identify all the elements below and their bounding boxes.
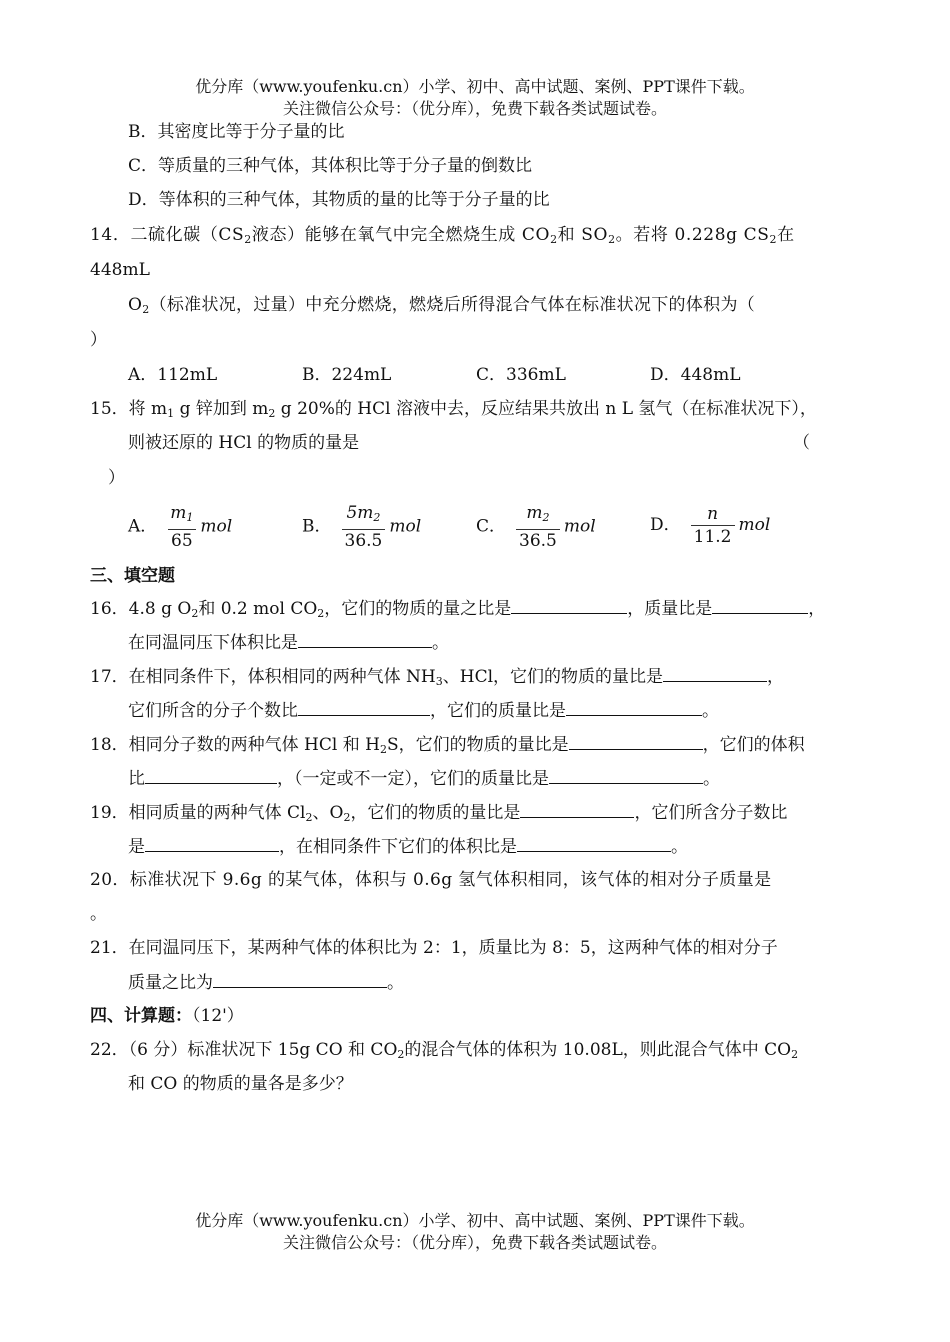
q14-option-b: B．224mL — [302, 365, 392, 385]
q17-blank-2[interactable] — [298, 699, 430, 716]
q19-line-2: 是 ，在相同条件下它们的体积比是 。 — [128, 837, 688, 857]
page-header-line-1: 优分库（www.youfenku.cn）小学、初中、高中试题、案例、PPT课件下载。 — [195, 77, 755, 96]
q15-option-c: C． $\frac{m_2}{36.5}$ mol — [476, 503, 596, 551]
q16-line-2: 在同温同压下体积比是 。 — [128, 633, 449, 653]
q18-line-2: 比 ，（一定或不一定），它们的质量比是 。 — [128, 769, 720, 789]
q20-line-1: 20．标准状况下 9.6g 的某气体，体积与 0.6g 氢气体积相同，该气体的相对分子质量是 — [90, 870, 772, 890]
q21-line-2: 质量之比为 。 — [128, 973, 404, 993]
q15-option-b: B． $\frac{5m_2}{36.5}$ mol — [302, 503, 422, 551]
section-4-title: 四、计算题：（12'） — [90, 1006, 244, 1026]
q14-line-1: 14．二硫化碳（$CS_2$液态）能够在氧气中完全燃烧生成 $CO_2$和 $SO_2$。若将 0.228g $CS_2$在 — [90, 225, 795, 246]
q22-line-2: 和 CO 的物质的量各是多少？ — [128, 1074, 353, 1094]
q19-blank-2[interactable] — [145, 835, 279, 852]
fraction-d: $\frac{n}{11.2}$ — [691, 503, 735, 548]
fraction-b: $\frac{5m_2}{36.5}$ — [342, 502, 386, 552]
q13-option-b: B．其密度比等于分子量的比 — [128, 122, 345, 142]
q18-blank-2[interactable] — [145, 767, 277, 784]
q17-blank-3[interactable] — [566, 699, 702, 716]
q13-option-c: C．等质量的三种气体，其体积比等于分子量的倒数比 — [128, 156, 533, 176]
q14-option-a: A．112mL — [128, 365, 218, 385]
q13-option-d: D．等体积的三种气体，其物质的量的比等于分子量的比 — [128, 190, 550, 210]
q22-number: 22． — [90, 1040, 129, 1060]
q14-number: 14． — [90, 225, 131, 245]
q17-line-1: 17．在相同条件下，体积相同的两种气体 $NH_3$、HCl，它们的物质的量比是 ， — [90, 667, 785, 688]
q22-line-1: 22．（6 分）标准状况下 15g CO 和 $CO_2$的混合气体的体积为 10.08L，则此混合气体中 $CO_2$ — [90, 1040, 799, 1061]
q19-line-1: 19．相同质量的两种气体 $Cl_2$、$O_2$，它们的物质的量比是 ，它们所含分子数比 — [90, 803, 788, 824]
q14-line-4: ） — [90, 330, 107, 350]
q16-number: 16． — [90, 599, 129, 619]
q16-line-1: 16．4.8 g $O_2$和 0.2 mol $CO_2$，它们的物质的量之比是 ，质量比是 ， — [90, 599, 826, 620]
section-3-title: 三、填空题 — [90, 566, 175, 586]
q19-blank-3[interactable] — [517, 835, 671, 852]
q19-number: 19． — [90, 803, 129, 823]
q16-blank-2[interactable] — [712, 597, 808, 614]
q15-line-2: 则被还原的 HCl 的物质的量是 — [128, 433, 360, 453]
q20-number: 20． — [90, 870, 130, 890]
q15-option-a: A． $\frac{m_1}{65}$ mol — [128, 503, 233, 551]
q15-option-d: D． $\frac{n}{11.2}$ mol — [650, 504, 771, 547]
q20-line-2: 。 — [90, 904, 107, 924]
q18-blank-3[interactable] — [549, 767, 703, 784]
q16-blank-1[interactable] — [511, 597, 627, 614]
q17-blank-1[interactable] — [663, 665, 767, 682]
fraction-c: $\frac{m_2}{36.5}$ — [516, 502, 560, 552]
q15-number: 15． — [90, 399, 129, 419]
q15-line-1: 15．将 $m_1$ g 锌加到 $m_2$ g 20%的 HCl 溶液中去，反应结果共放出 n L 氢气（在标准状况下）， — [90, 399, 817, 420]
q17-number: 17． — [90, 667, 129, 687]
q21-number: 21． — [90, 938, 129, 958]
fraction-a: $\frac{m_1}{65}$ — [167, 502, 196, 552]
q15-paren-open: （ — [793, 433, 810, 453]
q15-paren-close: ） — [108, 468, 125, 488]
q14-option-d: D．448mL — [650, 365, 741, 385]
q18-number: 18． — [90, 735, 129, 755]
q21-blank-1[interactable] — [213, 971, 387, 988]
q14-line-3: $O_2$（标准状况，过量）中充分燃烧，燃烧后所得混合气体在标准状况下的体积为（ — [128, 295, 756, 316]
q18-line-1: 18．相同分子数的两种气体 HCl 和 $H_2S$，它们的物质的量比是 ，它们的体积 — [90, 735, 805, 756]
q21-line-1: 21．在同温同压下，某两种气体的体积比为 2：1，质量比为 8：5，这两种气体的相对分子 — [90, 938, 778, 958]
q17-line-2: 它们所含的分子个数比 ，它们的质量比是 。 — [128, 701, 719, 721]
q16-blank-3[interactable] — [298, 631, 432, 648]
q14-option-c: C．336mL — [476, 365, 566, 385]
page-footer-line-2: 关注微信公众号：（优分库），免费下载各类试题试卷。 — [282, 1233, 667, 1252]
q18-blank-1[interactable] — [569, 733, 703, 750]
page-footer-line-1: 优分库（www.youfenku.cn）小学、初中、高中试题、案例、PPT课件下载。 — [195, 1211, 755, 1230]
q19-blank-1[interactable] — [520, 801, 634, 818]
page-header-line-2: 关注微信公众号：（优分库），免费下载各类试题试卷。 — [282, 99, 667, 118]
q14-line-2: 448mL — [90, 260, 150, 280]
